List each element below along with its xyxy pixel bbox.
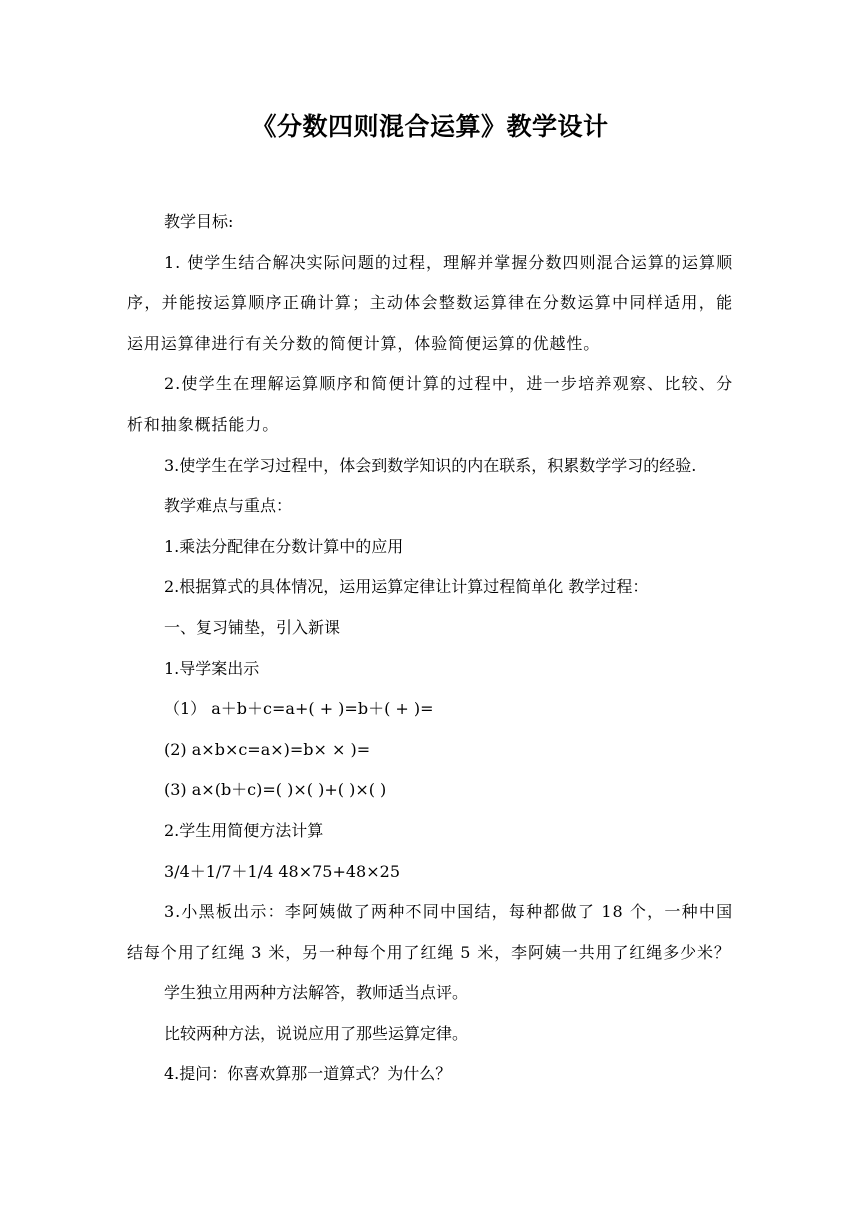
paragraph-key-point-1: 1.乘法分配律在分数计算中的应用: [164, 536, 404, 556]
paragraph-compare-methods: 比较两种方法，说说应用了那些运算定律。: [164, 1023, 469, 1043]
paragraph-key-points-heading: 教学难点与重点：: [164, 496, 293, 516]
document-body: [127, 202, 733, 1095]
paragraph-teaching-goals-heading: 教学目标:: [164, 212, 234, 231]
paragraph-formula-1: （1） a＋b＋c=a+( + )=b＋( + )=: [164, 699, 434, 719]
paragraph-formula-2: (2) a×b×c=a×)=b× × )=: [164, 739, 371, 759]
paragraph-key-point-2: 2.根据算式的具体情况，运用运算定律让计算过程简单化 教学过程：: [164, 577, 649, 597]
paragraph-student-activity: 学生独立用两种方法解答，教师适当点评。: [164, 983, 469, 1003]
paragraph-goal-3: 3.使学生在学习过程中，体会到数学知识的内在联系，积累数学学习的经验.: [164, 455, 697, 475]
document-title: 《分数四则混合运算》教学设计: [251, 112, 609, 141]
paragraph-step-4-question: 4.提问：你喜欢算那一道算式？为什么？: [164, 1064, 452, 1084]
paragraph-calculation: 3/4＋1/7＋1/4 48×75+48×25: [164, 861, 400, 881]
paragraph-goal-2: 2.使学生在理解运算顺序和简便计算的过程中，进一步培养观察、比较、分析和抽象概括能力。: [127, 374, 733, 434]
paragraph-step-1: 1.导学案出示: [164, 658, 260, 678]
paragraph-section-1-heading: 一、复习铺垫，引入新课: [164, 617, 341, 637]
paragraph-goal-1: 1. 使学生结合解决实际问题的过程，理解并掌握分数四则混合运算的运算顺序，并能按运算顺序正确计算；主动体会整数运算律在分数运算中同样适用，能运用运算律进行有关分数的简便计算，体验简便运算的优越性。: [127, 252, 733, 353]
paragraph-formula-3: (3) a×(b＋c)=( )×( )+( )×( ): [164, 780, 387, 800]
paragraph-step-3-problem: 3.小黑板出示：李阿姨做了两种不同中国结，每种都做了 18 个，一种中国结每个用了红绳 3 米，另一种每个用了红绳 5 米，李阿姨一共用了红绳多少米？: [127, 902, 733, 962]
paragraph-step-2: 2.学生用简便方法计算: [164, 820, 324, 840]
